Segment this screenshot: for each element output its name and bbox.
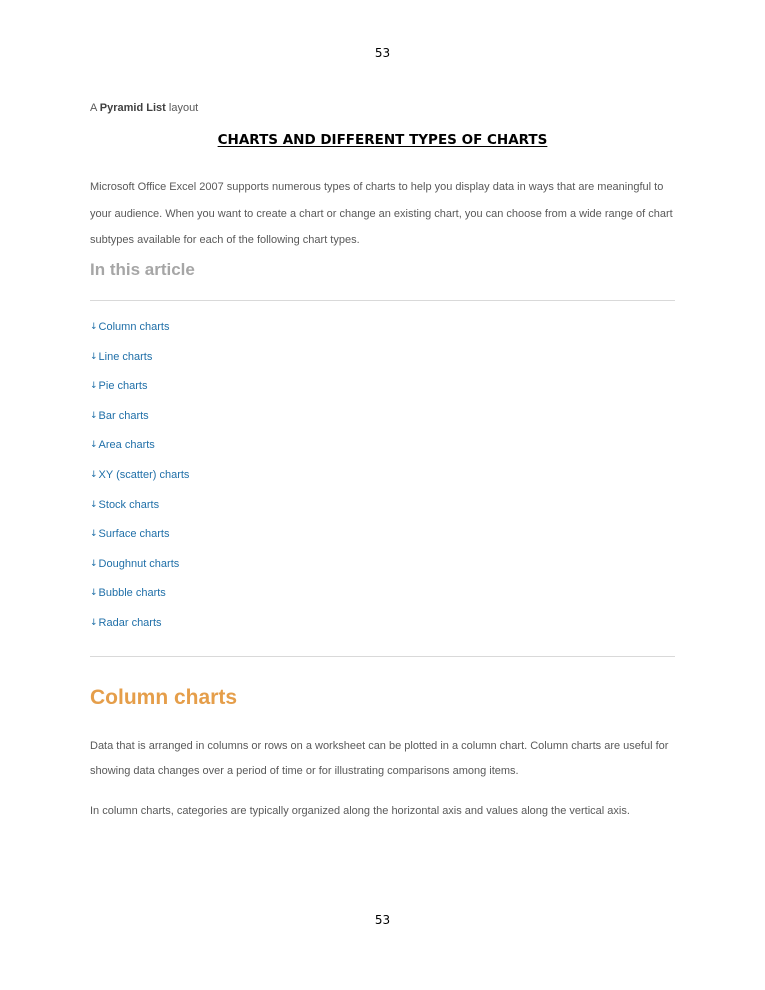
article-toc-list [90, 319, 189, 645]
toc-item-bubble-charts[interactable] [90, 585, 189, 615]
section-heading-column-charts: Column charts [90, 686, 238, 709]
down-arrow-icon: ↓ [90, 529, 98, 540]
toc-item-radar-charts[interactable] [90, 615, 189, 645]
toc-item-line-charts[interactable] [90, 349, 189, 379]
toc-item-stock-charts[interactable] [90, 497, 189, 527]
caption-suffix: layout [165, 102, 199, 114]
intro-paragraph: Microsoft Office Excel 2007 supports numerous types of charts to help you display data in ways that are meaningful to your audience. When you want to create a chart or change an existing chart, you can choose from a wide range of chart subtypes available for each of the following chart types. [90, 181, 673, 246]
toc-item-doughnut-charts[interactable] [90, 556, 189, 586]
section-paragraph: Data that is arranged in columns or rows on a worksheet can be plotted in a column chart. Column charts are useful for showing data changes over a period of time or for illustrating comparisons among items. [90, 740, 669, 777]
caption-prefix: A [90, 102, 100, 114]
divider-bottom [90, 656, 675, 657]
toc-item-column-charts[interactable] [90, 319, 189, 349]
toc-item-xy-scatter-charts[interactable] [90, 467, 189, 497]
page-number-header: 53 [374, 46, 391, 60]
down-arrow-icon: ↓ [90, 322, 98, 332]
toc-link-label[interactable]: Stock charts [98, 498, 160, 511]
down-arrow-icon: ↓ [90, 351, 98, 362]
toc-link-label[interactable]: Line charts [98, 350, 153, 363]
article-toc-heading: In this article [90, 260, 195, 279]
document-title [0, 132, 765, 148]
down-arrow-icon: ↓ [90, 588, 98, 599]
toc-link-label[interactable]: Column charts [98, 321, 170, 333]
toc-item-bar-charts[interactable] [90, 408, 189, 438]
down-arrow-icon: ↓ [90, 499, 98, 510]
toc-link-label[interactable]: Bubble charts [98, 587, 166, 600]
down-arrow-icon: ↓ [90, 558, 98, 569]
toc-item-pie-charts[interactable] [90, 378, 189, 408]
toc-link-label[interactable]: Doughnut charts [98, 557, 180, 570]
toc-item-surface-charts[interactable] [90, 526, 189, 556]
caption-bold: Pyramid List [99, 102, 166, 114]
down-arrow-icon: ↓ [90, 381, 98, 392]
toc-link-label[interactable]: XY (scatter) charts [98, 468, 190, 481]
toc-link-label[interactable]: Pie charts [98, 380, 148, 393]
toc-link-label[interactable]: Bar charts [98, 409, 149, 422]
toc-link-label[interactable]: Area charts [98, 439, 155, 452]
down-arrow-icon: ↓ [90, 410, 98, 421]
toc-link-label[interactable]: Surface charts [98, 528, 170, 541]
document-title-text: CHARTS AND DIFFERENT TYPES OF CHARTS [217, 132, 548, 148]
down-arrow-icon: ↓ [90, 617, 98, 628]
figure-caption [90, 102, 198, 114]
section-paragraph: In column charts, categories are typically organized along the horizontal axis and values along the vertical axis. [90, 805, 630, 817]
page-number-footer: 53 [374, 913, 391, 927]
toc-item-area-charts[interactable] [90, 437, 189, 467]
divider-top [90, 300, 675, 301]
down-arrow-icon: ↓ [90, 469, 98, 480]
down-arrow-icon: ↓ [90, 440, 98, 451]
toc-link-label[interactable]: Radar charts [98, 616, 162, 629]
